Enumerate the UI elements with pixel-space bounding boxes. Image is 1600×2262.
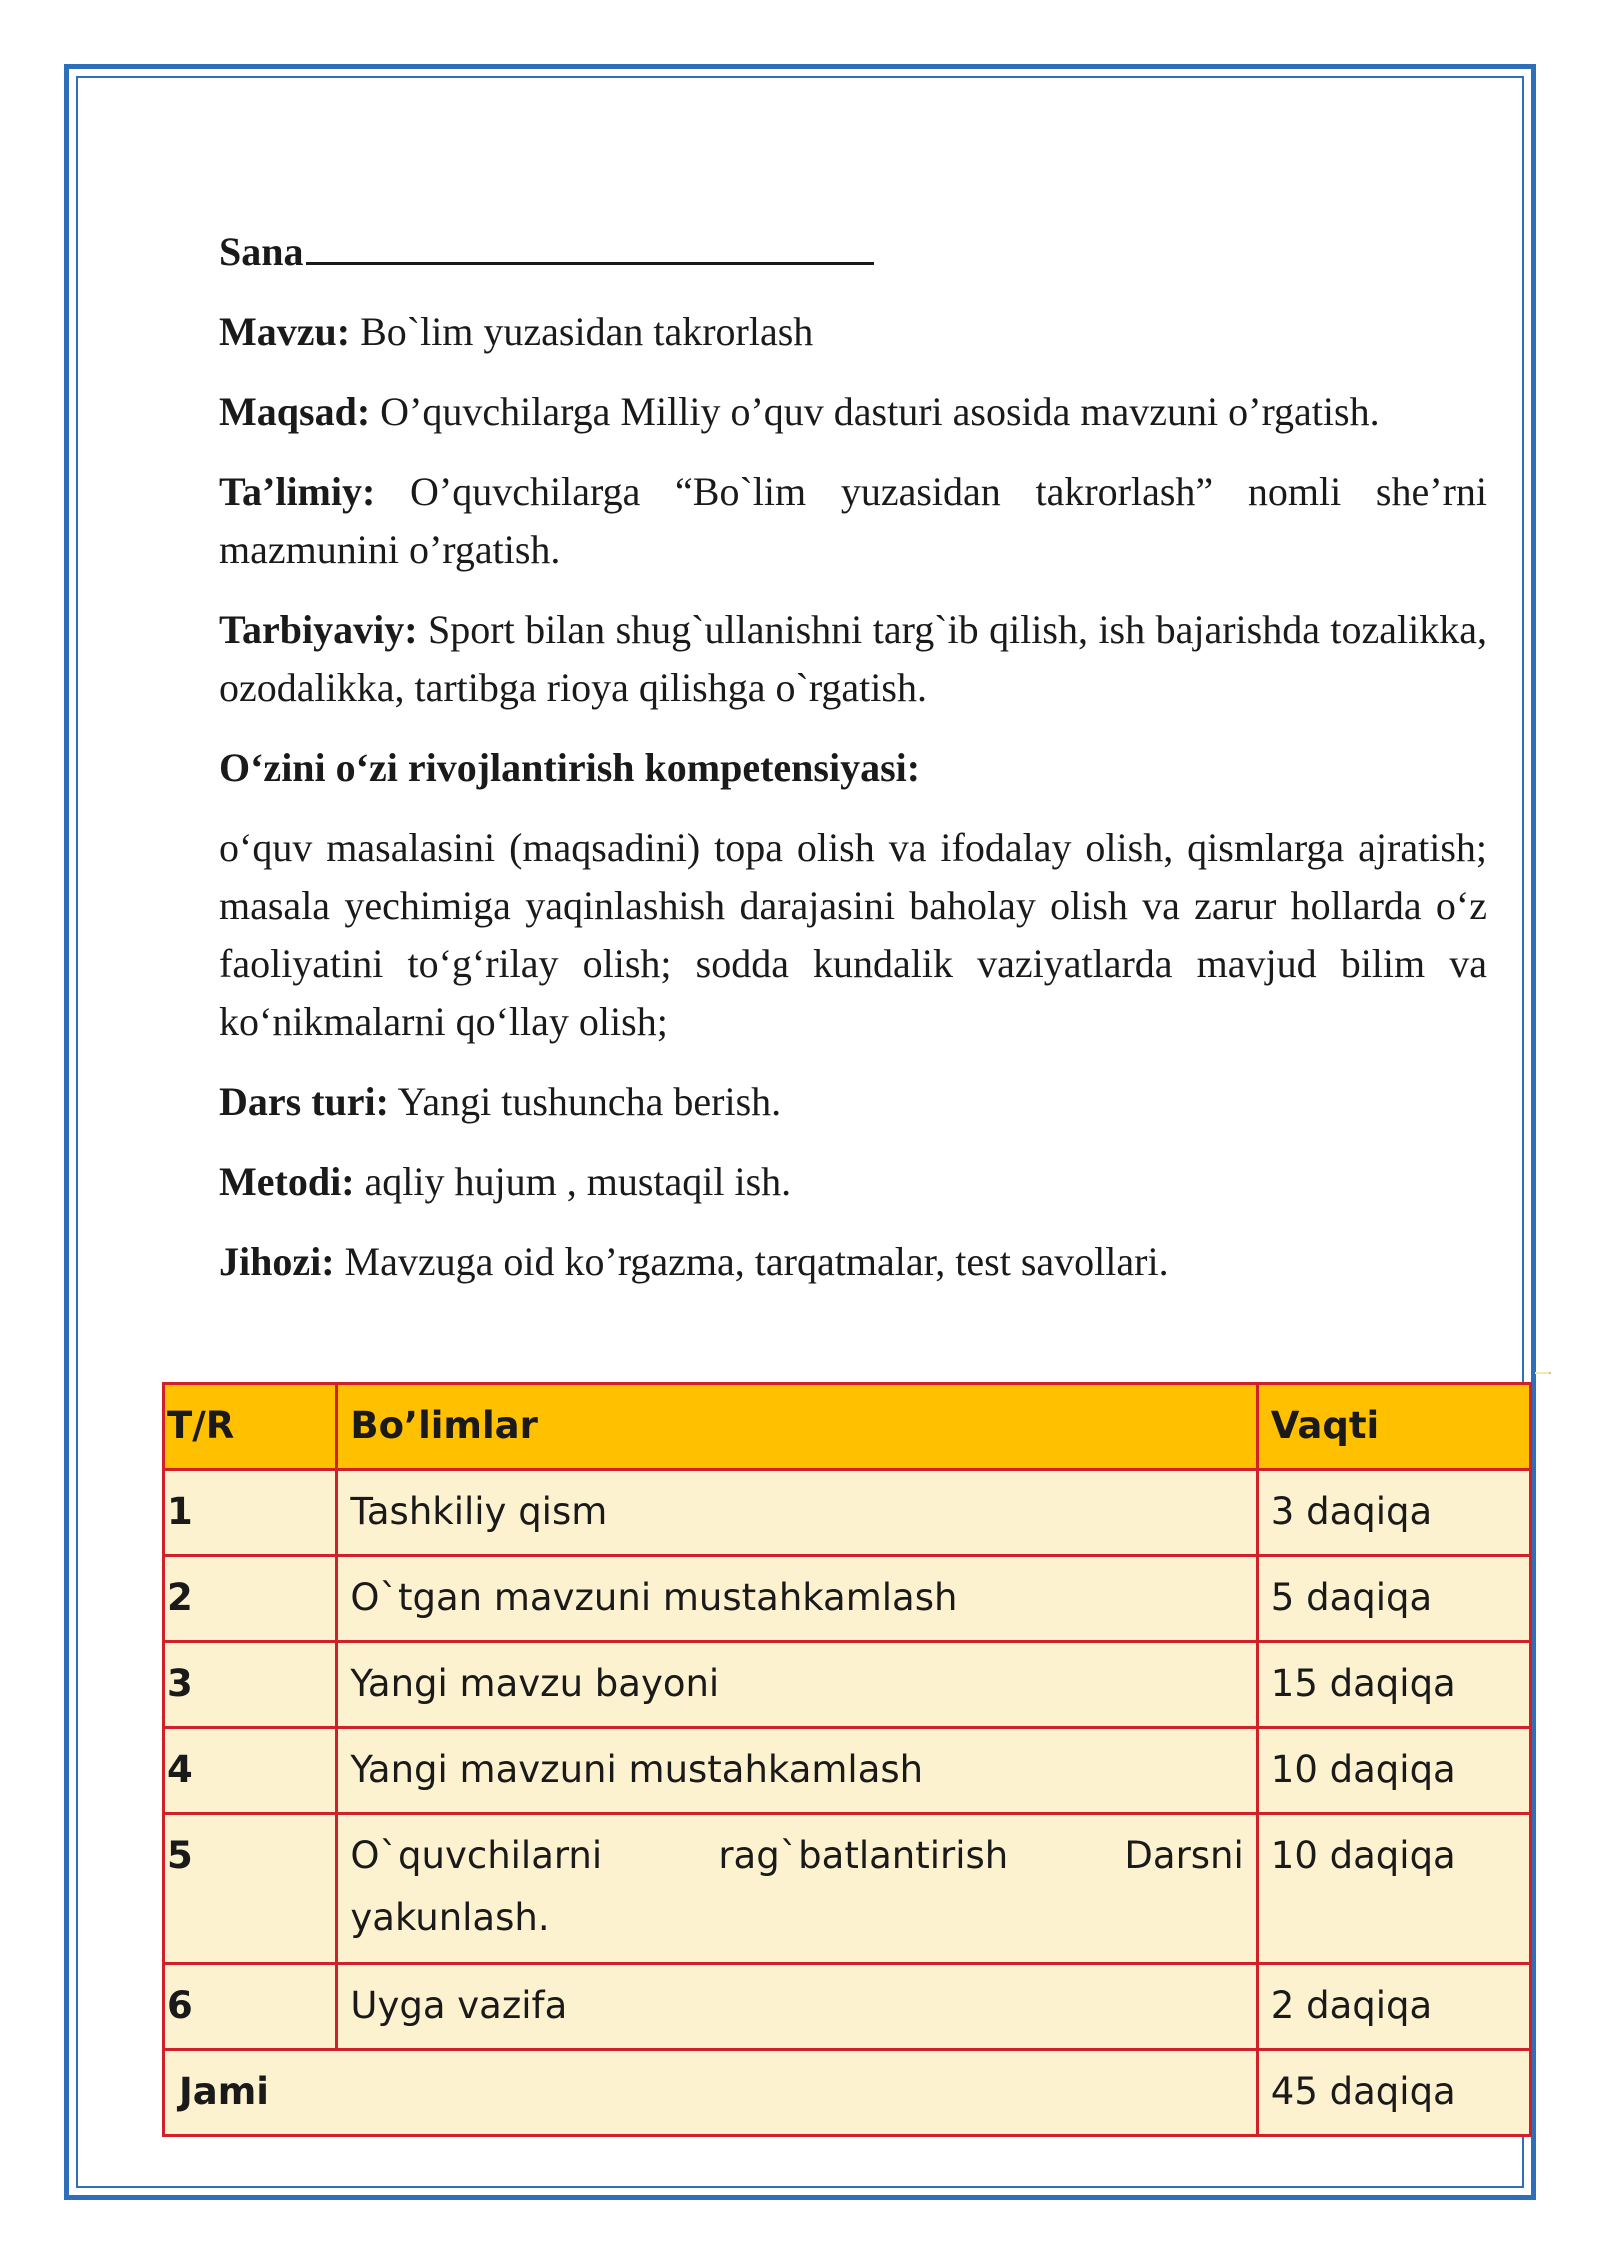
row-time: 5 daqiqa <box>1257 1556 1530 1642</box>
date-blank <box>306 222 874 265</box>
row-section: Yangi mavzu bayoni <box>337 1642 1257 1728</box>
topic-value: Bo`lim yuzasidan takrorlash <box>360 309 814 354</box>
header-number: T/R <box>164 1384 337 1470</box>
equipment-line <box>219 1233 1487 1291</box>
table-edge-mark <box>1535 1372 1551 1374</box>
equipment-label: Jihozi: <box>219 1239 335 1284</box>
row-time: 10 daqiqa <box>1257 1814 1530 1964</box>
upbringing-value: Sport bilan shug`ullanishni targ`ib qilish, ish bajarishda tozalikka, ozodalikka, tartibga rioya qilishga o`rgatish. <box>219 607 1488 710</box>
lesson-type-value: Yangi tushuncha berish. <box>397 1079 782 1124</box>
total-label: Jami <box>164 2050 1258 2136</box>
table-header-row <box>164 1384 1531 1470</box>
date-label: Sana <box>219 229 304 274</box>
table-row <box>164 1814 1531 1964</box>
competency-heading: O‘zini o‘zi rivojlantirish kompetensiyasi: <box>219 745 921 790</box>
lesson-type-line <box>219 1073 1487 1131</box>
table-row <box>164 1728 1531 1814</box>
lesson-plan-header <box>219 222 1487 1313</box>
row-time: 15 daqiqa <box>1257 1642 1530 1728</box>
lesson-schedule-table-wrap <box>162 1382 1532 2137</box>
table-row <box>164 1964 1531 2050</box>
equipment-value: Mavzuga oid ko’rgazma, tarqatmalar, test savollari. <box>344 1239 1169 1284</box>
goal-paragraph <box>219 383 1487 441</box>
row-section-word: Darsni <box>1124 1834 1244 1877</box>
row-section-second-line: yakunlash. <box>350 1896 550 1939</box>
lesson-schedule-table <box>162 1382 1532 2137</box>
row-time: 10 daqiqa <box>1257 1728 1530 1814</box>
row-number: 3 <box>164 1642 337 1728</box>
method-value: aqliy hujum , mustaqil ish. <box>364 1159 792 1204</box>
method-line <box>219 1153 1487 1211</box>
row-number: 4 <box>164 1728 337 1814</box>
date-line <box>219 222 1487 281</box>
row-time: 3 daqiqa <box>1257 1470 1530 1556</box>
method-label: Metodi: <box>219 1159 355 1204</box>
table-row <box>164 1556 1531 1642</box>
educational-label: Ta’limiy: <box>219 469 376 514</box>
row-number: 5 <box>164 1814 337 1964</box>
row-number: 6 <box>164 1964 337 2050</box>
educational-value: O’quvchilarga “Bo`lim yuzasidan takrorlash” nomli she’rni mazmunini o’rgatish. <box>219 469 1488 572</box>
row-section: Yangi mavzuni mustahkamlash <box>337 1728 1257 1814</box>
total-time: 45 daqiqa <box>1257 2050 1530 2136</box>
row-section-first-line <box>350 1825 1243 1887</box>
educational-paragraph <box>219 463 1487 579</box>
table-total-row <box>164 2050 1531 2136</box>
header-sections: Bo’limlar <box>337 1384 1257 1470</box>
row-section: Tashkiliy qism <box>337 1470 1257 1556</box>
header-time: Vaqti <box>1257 1384 1530 1470</box>
table-row <box>164 1470 1531 1556</box>
row-section-word: rag`batlantirish <box>718 1834 1009 1877</box>
row-section: Uyga vazifa <box>337 1964 1257 2050</box>
topic-line <box>219 303 1487 361</box>
competency-text: o‘quv masalasini (maqsadini) topa olish va ifodalay olish, qismlarga ajratish; masala yechimiga yaqinlashish darajasini baholay olish va zarur hollarda o‘z faoliyatini to‘g‘rilay olish; sodda kundalik vaziyatlarda mavjud bilim va ko‘nikmalarni qo‘llay olish; <box>219 825 1487 1044</box>
row-number: 2 <box>164 1556 337 1642</box>
row-number: 1 <box>164 1470 337 1556</box>
lesson-type-label: Dars turi: <box>219 1079 389 1124</box>
goal-label: Maqsad: <box>219 389 371 434</box>
row-section: O`tgan mavzuni mustahkamlash <box>337 1556 1257 1642</box>
topic-label: Mavzu: <box>219 309 351 354</box>
table-row <box>164 1642 1531 1728</box>
row-section <box>337 1814 1257 1964</box>
row-time: 2 daqiqa <box>1257 1964 1530 2050</box>
upbringing-label: Tarbiyaviy: <box>219 607 418 652</box>
upbringing-paragraph <box>219 601 1487 717</box>
goal-value: O’quvchilarga Milliy o’quv dasturi asosida mavzuni o’rgatish. <box>380 389 1380 434</box>
row-section-word: O`quvchilarni <box>350 1834 603 1877</box>
